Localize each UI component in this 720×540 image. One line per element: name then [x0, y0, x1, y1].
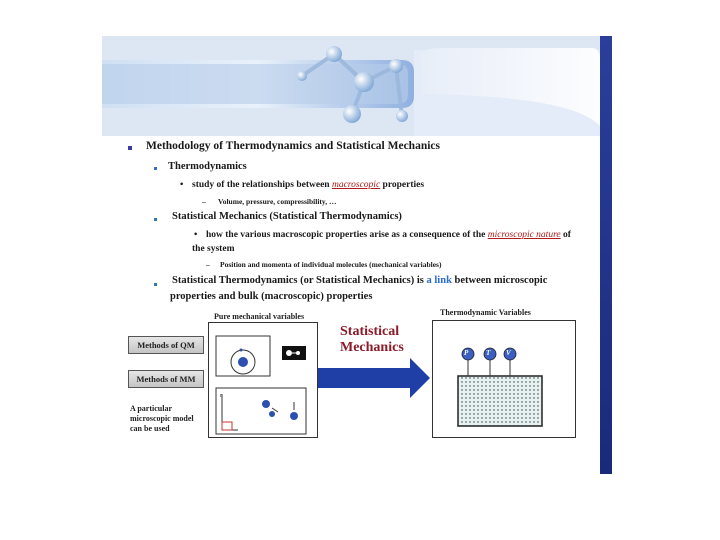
bullet-dot-icon: • [180, 180, 184, 190]
dash-icon: – [202, 197, 206, 206]
point-microscopic-line1: how the various macroscopic properties arise as a consequence of the microscopic nature of [206, 230, 571, 240]
point-macroscopic: study of the relationships between macroscopic properties [192, 180, 425, 190]
methods-qm-box: Methods of QM [128, 336, 204, 354]
methods-mm-box: Methods of MM [128, 370, 204, 388]
pure-mechanical-label: Pure mechanical variables [214, 312, 305, 321]
thermodynamic-variables-label: Thermodynamic Variables [440, 308, 531, 317]
variable-p-label: P [464, 349, 469, 357]
right-edge-bar [600, 36, 612, 474]
variable-t-label: T [486, 349, 491, 357]
bullet-square-icon [128, 146, 132, 150]
arrow-right-icon [318, 358, 432, 398]
bullet-square-icon [154, 283, 157, 286]
bullet-dot-icon: • [194, 230, 198, 240]
point-volume-pressure: Volume, pressure, compressibility, … [218, 197, 337, 206]
point-microscopic-line2: the system [192, 244, 235, 254]
slide-title: Methodology of Thermodynamics and Statistical Mechanics [146, 140, 440, 152]
point-statistical-mechanics: Statistical Mechanics (Statistical Thermodynamics) [172, 211, 402, 222]
highlight-microscopic-nature: microscopic nature [487, 230, 561, 240]
bullet-square-icon [154, 218, 157, 221]
point-link-line1: Statistical Thermodynamics (or Statistical Mechanics) is a link between microscopic [172, 275, 548, 286]
point-thermodynamics: Thermodynamics [168, 161, 247, 172]
dash-icon: – [206, 260, 210, 269]
mechanical-variables-diagram [208, 322, 318, 438]
slide [102, 36, 612, 474]
thermodynamic-diagram [432, 320, 576, 438]
highlight-macroscopic: macroscopic [331, 180, 381, 190]
point-link-line2: properties and bulk (macroscopic) properties [170, 291, 373, 302]
bullet-square-icon [154, 167, 157, 170]
point-position-momenta: Position and momenta of individual molecules (mechanical variables) [220, 260, 442, 269]
svg-text:r: r [220, 393, 222, 399]
header-decoration [102, 36, 612, 136]
highlight-a-link: a link [426, 275, 452, 286]
statistical-mechanics-heading: Statistical Mechanics [340, 324, 404, 355]
variable-v-label: V [506, 349, 511, 357]
model-note: A particular microscopic model can be used [130, 404, 194, 433]
